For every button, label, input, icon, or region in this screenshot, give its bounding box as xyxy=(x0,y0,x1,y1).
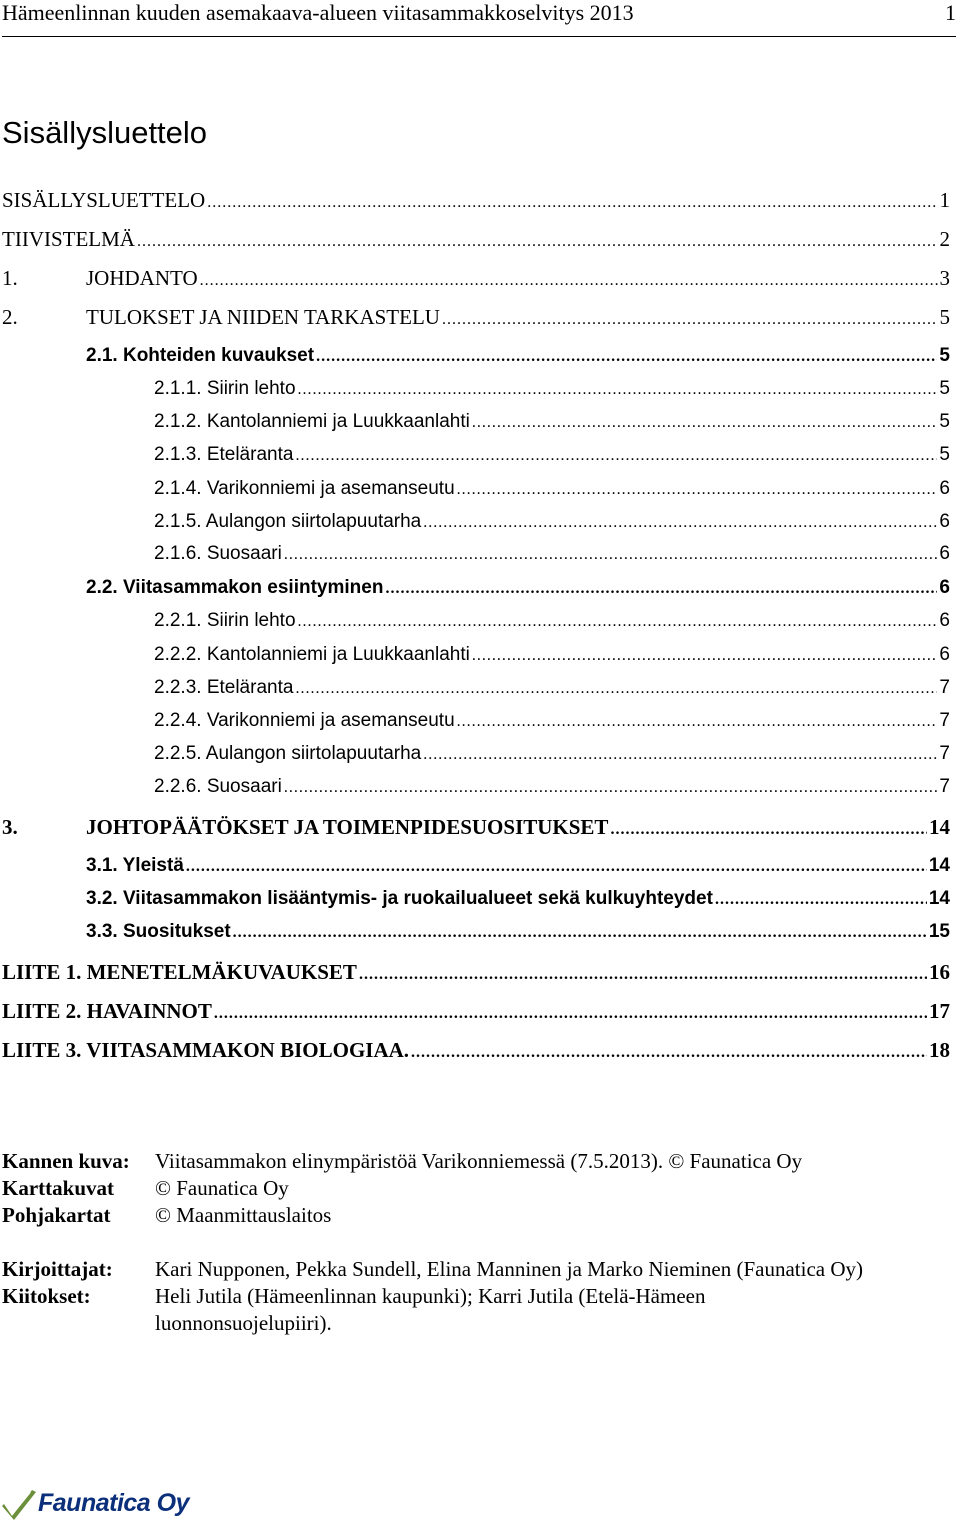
toc-entry-2-1-4[interactable]: 2.1.4. Varikonniemi ja asemanseutu ..... 6 xyxy=(154,475,950,503)
toc-entry-2-1-3[interactable]: 2.1.3. Eteläranta ..... 5 xyxy=(154,441,950,469)
toc-entry-2-1-2[interactable]: 2.1.2. Kantolanniemi ja Luukkaanlahti ..... 5 xyxy=(154,408,950,436)
toc-entry-2-1-6[interactable]: 2.1.6. Suosaari ..... 6 xyxy=(154,540,950,568)
toc-heading: Sisällysluettelo xyxy=(2,115,208,150)
toc-entry-2-2-5[interactable]: 2.2.5. Aulangon siirtolapuutarha ..... 7 xyxy=(154,740,950,768)
toc-entry-3-1[interactable]: 3.1. Yleistä ..... 14 xyxy=(86,852,950,880)
faunatica-logo xyxy=(2,1486,202,1522)
toc-entry-johtopaatokset[interactable]: 3. JOHTOPÄÄTÖKSET JA TOIMENPIDESUOSITUKSET ..... 14 xyxy=(2,813,950,841)
toc-entry-3-3[interactable]: 3.3. Suositukset ..... 15 xyxy=(86,918,950,946)
logo-text: Faunatica Oy xyxy=(38,1489,189,1517)
toc-entry-johdanto[interactable]: 1. JOHDANTO ..... 3 xyxy=(2,264,950,292)
toc-entry-2-1-5[interactable]: 2.1.5. Aulangon siirtolapuutarha ..... 6 xyxy=(154,508,950,536)
header-page-number: 1 xyxy=(945,0,956,25)
header-title: Hämeenlinnan kuuden asemakaava-alueen viitasammakkoselvitys 2013 xyxy=(2,0,634,25)
toc-entry-liite-3[interactable]: LIITE 3. VIITASAMMAKON BIOLOGIAA. ..... 18 xyxy=(2,1036,950,1064)
toc-entry-sisallysluettelo[interactable]: SISÄLLYSLUETTELO ..... 1 xyxy=(2,186,950,214)
toc-entry-tulokset[interactable]: 2. TULOKSET JA NIIDEN TARKASTELU ..... 5 xyxy=(2,303,950,331)
toc-entry-2-1[interactable]: 2.1. Kohteiden kuvaukset ..... 5 xyxy=(86,342,950,370)
toc-entry-2-1-1[interactable]: 2.1.1. Siirin lehto ..... 5 xyxy=(154,375,950,403)
toc-entry-tiivistelma[interactable]: TIIVISTELMÄ ..... 2 xyxy=(2,225,950,253)
toc-entry-2-2-6[interactable]: 2.2.6. Suosaari ..... 7 xyxy=(154,773,950,801)
page-header xyxy=(2,0,956,37)
toc-entry-3-2[interactable]: 3.2. Viitasammakon lisääntymis- ja ruokailualueet sekä kulkuyhteydet ..... 14 xyxy=(86,885,950,913)
toc-entry-liite-1[interactable]: LIITE 1. MENETELMÄKUVAUKSET ..... 16 xyxy=(2,958,950,986)
toc-entry-2-2-1[interactable]: 2.2.1. Siirin lehto ..... 6 xyxy=(154,607,950,635)
toc-entry-liite-2[interactable]: LIITE 2. HAVAINNOT ..... 17 xyxy=(2,997,950,1025)
toc-entry-2-2-4[interactable]: 2.2.4. Varikonniemi ja asemanseutu ..... 7 xyxy=(154,707,950,735)
toc-entry-2-2[interactable]: 2.2. Viitasammakon esiintyminen ..... 6 xyxy=(86,574,950,602)
toc-entry-2-2-3[interactable]: 2.2.3. Eteläranta ..... 7 xyxy=(154,674,950,702)
toc-entry-2-2-2[interactable]: 2.2.2. Kantolanniemi ja Luukkaanlahti ..... 6 xyxy=(154,641,950,669)
